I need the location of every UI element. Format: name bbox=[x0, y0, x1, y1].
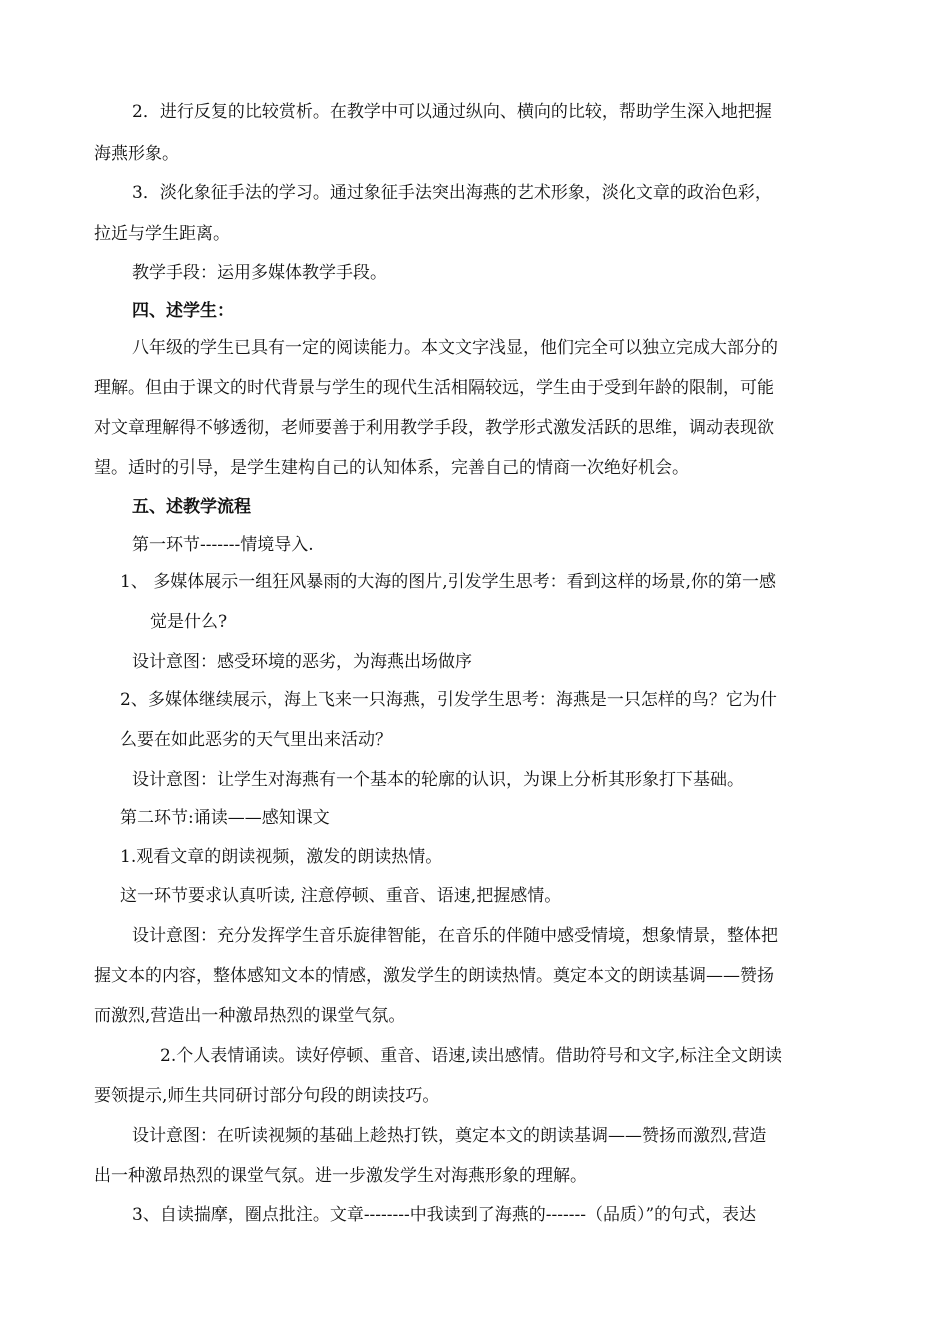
body-line: 海燕形象。 bbox=[94, 144, 179, 164]
stage-heading: 第二环节:诵读——感知课文 bbox=[120, 808, 330, 828]
body-line: 拉近与学生距离。 bbox=[94, 224, 230, 244]
section-heading: 五、述教学流程 bbox=[132, 497, 251, 517]
body-line: 对文章理解得不够透彻，老师要善于利用教学手段，教学形式激发活跃的思维，调动表现欲 bbox=[94, 418, 774, 438]
body-line: 八年级的学生已具有一定的阅读能力。本文文字浅显，他们完全可以独立完成大部分的 bbox=[132, 338, 778, 358]
design-intent: 设计意图：感受环境的恶劣，为海燕出场做序 bbox=[132, 652, 472, 672]
body-line: 这一环节要求认真听读, 注意停顿、重音、语速,把握感情。 bbox=[120, 886, 562, 906]
body-line: 而激烈,营造出一种激昂热烈的课堂气氛。 bbox=[94, 1006, 406, 1026]
body-line: 2.个人表情诵读。读好停顿、重音、语速,读出感情。借助符号和文字,标注全文朗读 bbox=[160, 1046, 783, 1066]
body-line: 要领提示,师生共同研讨部分句段的朗读技巧。 bbox=[94, 1086, 440, 1106]
body-line: 3．淡化象征手法的学习。通过象征手法突出海燕的艺术形象，淡化文章的政治色彩， bbox=[132, 183, 772, 203]
body-line: 理解。但由于课文的时代背景与学生的现代生活相隔较远，学生由于受到年龄的限制，可能 bbox=[94, 378, 774, 398]
list-item: 1、 多媒体展示一组狂风暴雨的大海的图片,引发学生思考：看到这样的场景,你的第一感 bbox=[120, 572, 777, 592]
stage-heading: 第一环节-------情境导入. bbox=[132, 535, 314, 555]
body-line: 望。适时的引导，是学生建构自己的认知体系，完善自己的情商一次绝好机会。 bbox=[94, 458, 689, 478]
body-line: 2．进行反复的比较赏析。在教学中可以通过纵向、横向的比较，帮助学生深入地把握 bbox=[132, 102, 772, 122]
section-heading: 四、述学生： bbox=[132, 301, 234, 321]
body-line: 出一种激昂热烈的课堂气氛。进一步激发学生对海燕形象的理解。 bbox=[94, 1166, 587, 1186]
design-intent: 设计意图：让学生对海燕有一个基本的轮廓的认识，为课上分析其形象打下基础。 bbox=[132, 770, 744, 790]
list-item-continuation: 么要在如此恶劣的天气里出来活动？ bbox=[120, 730, 392, 750]
design-intent: 设计意图：在听读视频的基础上趁热打铁，奠定本文的朗读基调——赞扬而激烈,营造 bbox=[132, 1126, 767, 1146]
list-item: 2、多媒体继续展示，海上飞来一只海燕，引发学生思考：海燕是一只怎样的鸟？它为什 bbox=[120, 690, 777, 710]
body-line: 1.观看文章的朗读视频，激发的朗读热情。 bbox=[120, 847, 443, 867]
body-line: 3、自读揣摩，圈点批注。文章--------中我读到了海燕的-------（品质）”的句式，表达 bbox=[132, 1205, 757, 1225]
design-intent: 设计意图：充分发挥学生音乐旋律智能，在音乐的伴随中感受情境，想象情景，整体把 bbox=[132, 926, 778, 946]
body-line: 教学手段：运用多媒体教学手段。 bbox=[132, 263, 387, 283]
list-item-continuation: 觉是什么? bbox=[150, 612, 228, 632]
body-line: 握文本的内容，整体感知文本的情感，激发学生的朗读热情。奠定本文的朗读基调——赞扬 bbox=[94, 966, 774, 986]
